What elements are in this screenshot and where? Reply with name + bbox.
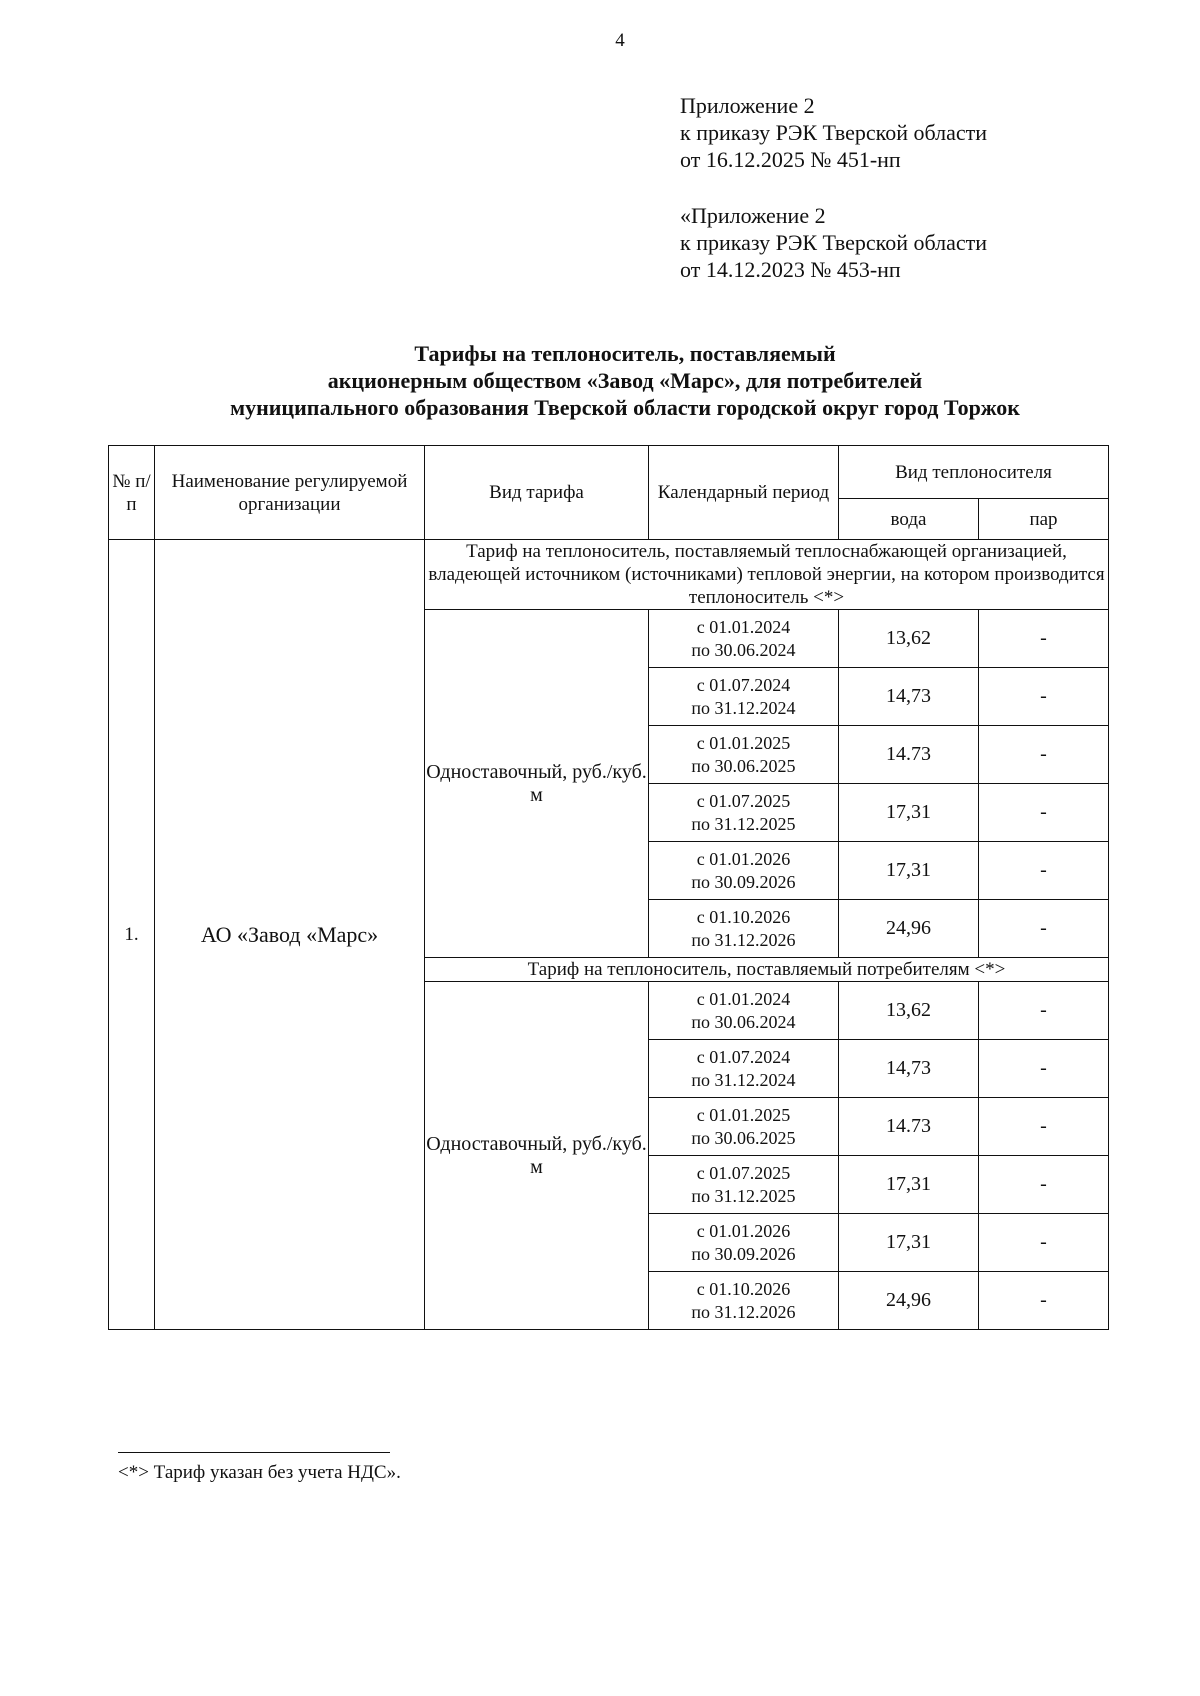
title-line: муниципального образования Тверской области городской округ город Торжок [230,395,1020,420]
period-to: по 30.09.2026 [691,871,796,892]
period-from: с 01.01.2026 [696,848,791,869]
title-line: Тарифы на теплоноситель, поставляемый [414,341,836,366]
period-to: по 31.12.2024 [691,1069,796,1090]
period-from: с 01.10.2026 [696,1278,791,1299]
period-cell [649,982,839,1040]
title-line: акционерным обществом «Завод «Марс», для потребителей [327,368,923,393]
organization-name: АО «Завод «Марс» [155,540,425,1330]
header-period: Календарный период [649,446,839,540]
period-cell [649,1156,839,1214]
appendix-line: от 14.12.2023 № 453-нп [680,257,901,282]
period-cell [649,1098,839,1156]
water-tariff-value: 14.73 [839,726,979,784]
period-from: с 01.01.2024 [696,616,791,637]
header-tariff-type: Вид тарифа [425,446,649,540]
period-cell [649,668,839,726]
header-water: вода [839,499,979,540]
water-tariff-value: 17,31 [839,842,979,900]
water-tariff-value: 13,62 [839,610,979,668]
steam-tariff-value: - [979,982,1109,1040]
period-to: по 31.12.2026 [691,929,796,950]
steam-tariff-value: - [979,668,1109,726]
period-from: с 01.10.2026 [696,906,791,927]
period-cell [649,1214,839,1272]
appendix-line: к приказу РЭК Тверской области [680,230,988,255]
period-to: по 31.12.2026 [691,1301,796,1322]
header-num: № п/п [109,446,155,540]
steam-tariff-value: - [979,1214,1109,1272]
period-from: с 01.07.2025 [696,1162,791,1183]
period-from: с 01.01.2026 [696,1220,791,1241]
water-tariff-value: 24,96 [839,900,979,958]
appendix-line: от 16.12.2025 № 451-нп [680,147,901,172]
header-carrier: Вид теплоносителя [839,446,1109,499]
document-title [90,340,1160,421]
appendix-line: «Приложение 2 [680,203,826,228]
steam-tariff-value: - [979,842,1109,900]
period-to: по 31.12.2025 [691,1185,796,1206]
appendix-reference-original [680,202,987,283]
steam-tariff-value: - [979,1098,1109,1156]
water-tariff-value: 17,31 [839,784,979,842]
water-tariff-value: 24,96 [839,1272,979,1330]
row-number: 1. [109,540,155,1330]
tariff-type: Одноставочный, руб./куб. м [425,982,649,1330]
period-from: с 01.01.2025 [696,732,791,753]
period-from: с 01.07.2025 [696,790,791,811]
steam-tariff-value: - [979,900,1109,958]
steam-tariff-value: - [979,784,1109,842]
period-cell [649,1040,839,1098]
tariff-table [108,445,1109,1330]
period-to: по 31.12.2024 [691,697,796,718]
period-from: с 01.07.2024 [696,674,791,695]
section-row [109,540,1109,610]
period-cell [649,784,839,842]
period-cell [649,900,839,958]
water-tariff-value: 14.73 [839,1098,979,1156]
period-to: по 30.06.2025 [691,755,796,776]
water-tariff-value: 14,73 [839,1040,979,1098]
period-to: по 30.06.2025 [691,1127,796,1148]
period-cell [649,726,839,784]
footnote: <*> Тариф указан без учета НДС». [118,1462,401,1483]
steam-tariff-value: - [979,726,1109,784]
period-to: по 30.06.2024 [691,1011,796,1032]
period-cell [649,610,839,668]
water-tariff-value: 13,62 [839,982,979,1040]
water-tariff-value: 14,73 [839,668,979,726]
period-cell [649,842,839,900]
period-to: по 31.12.2025 [691,813,796,834]
steam-tariff-value: - [979,1040,1109,1098]
water-tariff-value: 17,31 [839,1156,979,1214]
appendix-line: Приложение 2 [680,93,815,118]
period-from: с 01.07.2024 [696,1046,791,1067]
footnote-divider [118,1452,390,1453]
section-title: Тариф на теплоноситель, поставляемый потребителям <*> [425,958,1109,982]
steam-tariff-value: - [979,610,1109,668]
period-to: по 30.06.2024 [691,639,796,660]
appendix-line: к приказу РЭК Тверской области [680,120,988,145]
period-from: с 01.01.2024 [696,988,791,1009]
water-tariff-value: 17,31 [839,1214,979,1272]
page-number: 4 [615,30,625,51]
tariff-type: Одноставочный, руб./куб. м [425,610,649,958]
header-org-name: Наименование регулируемой организации [155,446,425,540]
period-cell [649,1272,839,1330]
header-steam: пар [979,499,1109,540]
section-title: Тариф на теплоноситель, поставляемый теплоснабжающей организацией, владеющей источником (источниками) тепловой энергии, на котором производится теплоноситель <*> [425,540,1109,610]
steam-tariff-value: - [979,1272,1109,1330]
period-to: по 30.09.2026 [691,1243,796,1264]
period-from: с 01.01.2025 [696,1104,791,1125]
appendix-reference-current [680,92,987,173]
steam-tariff-value: - [979,1156,1109,1214]
